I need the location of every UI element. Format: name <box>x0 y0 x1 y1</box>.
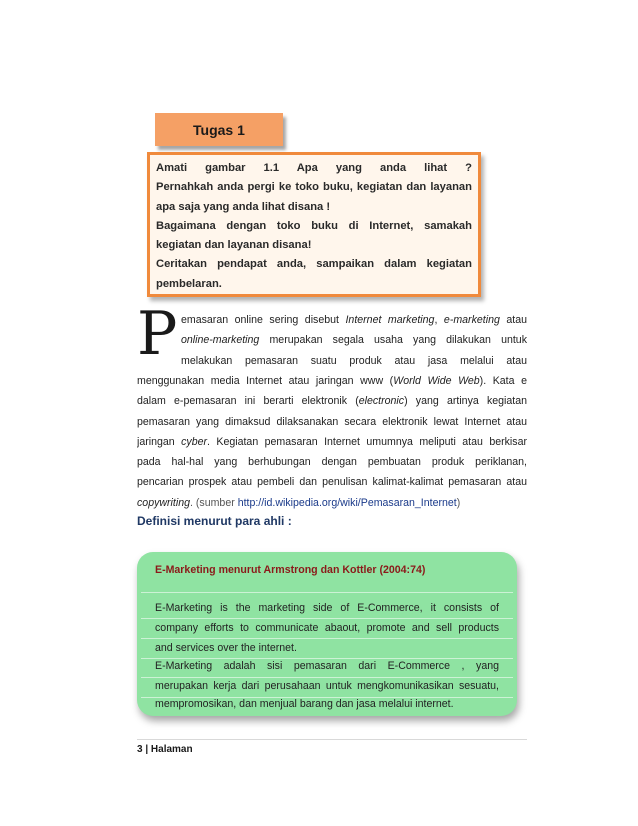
definition-line: and services over the internet. <box>155 642 297 654</box>
task-line: Bagaimana dengan toko buku di Internet, samakah <box>156 219 472 232</box>
definition-line: E-Marketing is the marketing side of E-Commerce, it consists of <box>155 602 499 614</box>
source-label: . (sumber <box>190 496 238 509</box>
text-run: , <box>434 314 444 326</box>
paragraph-line <box>137 432 527 452</box>
text-run: atau <box>499 314 527 326</box>
definition-line: mempromosikan, dan menjual barang dan jasa melalui internet. <box>155 698 454 710</box>
text-run: e-marketing <box>443 314 500 326</box>
text-run: . Kegiatan pemasaran Internet umumnya meliputi atau berkisar <box>207 435 527 448</box>
definition-line: E-Marketing adalah sisi pemasaran dari E-Commerce , yang <box>155 660 499 672</box>
text-run: dalam e-pemasaran ini berarti elektronik ( <box>137 395 359 408</box>
task-line: Ceritakan pendapat anda, sampaikan dalam kegiatan <box>156 258 472 271</box>
definition-line: company efforts to communicate abaout, promote and sell products <box>155 622 499 634</box>
task-line: Pernahkah anda pergi ke toko buku, kegiatan dan layanan <box>156 181 472 194</box>
tugas-tab <box>155 113 283 146</box>
task-line: Amati gambar 1.1 Apa yang anda lihat ? <box>156 162 472 174</box>
intro-paragraph <box>137 371 527 513</box>
paragraph-line: pemasaran yang dimaksud dilaksanakan secara elektronik lewat Internet atau <box>137 415 527 428</box>
intro-paragraph-indented <box>181 310 527 371</box>
text-run: electronic <box>358 395 405 408</box>
paragraph-line <box>137 493 527 513</box>
task-box <box>147 152 481 297</box>
paragraph-line: pada hal-hal yang berhubungan dengan pembuatan produk periklanan, <box>137 456 527 469</box>
paragraph-line <box>137 391 527 411</box>
definition-title: E-Marketing menurut Armstrong dan Kottler (2004:74) <box>155 564 426 576</box>
paragraph-line: pencarian prospek atau pembeli dan penulisan kalimat-kalimat pemasaran atau <box>137 476 527 489</box>
definition-line: merupakan kerja dari perusahaan untuk mengkomunikasikan sesuatu, <box>155 680 499 692</box>
text-run: World Wide Web <box>393 375 480 387</box>
paragraph-line <box>181 330 527 350</box>
text-run: menggunakan media Internet atau jaringan www ( <box>137 375 394 387</box>
text-run: cyber <box>181 435 208 448</box>
text-run: merupakan segala usaha yang dilakukan untuk <box>259 334 527 347</box>
text-run: jaringan <box>137 435 182 448</box>
text-run: online-marketing <box>181 334 260 347</box>
text-run: ) yang artinya kegiatan <box>404 395 527 408</box>
text-run: emasaran online sering disebut <box>181 314 346 326</box>
drop-cap: P <box>137 299 178 369</box>
definition-box <box>137 552 517 716</box>
task-line: pembelaran. <box>156 277 222 290</box>
text-run: ) <box>456 496 461 509</box>
text-run: ). Kata e <box>479 375 527 387</box>
source-link[interactable]: http://id.wikipedia.org/wiki/Pemasaran_Internet <box>237 496 457 509</box>
paragraph-line <box>137 371 527 391</box>
definisi-heading: Definisi menurut para ahli : <box>137 514 292 528</box>
task-line: kegiatan dan layanan disana! <box>156 239 312 252</box>
text-run: Internet marketing <box>345 314 435 326</box>
footer-rule <box>137 739 527 740</box>
tugas-title: Tugas 1 <box>193 121 245 138</box>
text-run: copywriting <box>137 496 190 509</box>
task-line: apa saja yang anda lihat disana ! <box>156 200 331 213</box>
page-footer: 3 | Halaman <box>137 744 193 755</box>
paragraph-line <box>181 310 527 330</box>
divider <box>141 592 513 593</box>
paragraph-line: melakukan pemasaran suatu produk atau jasa melalui atau <box>181 354 527 367</box>
